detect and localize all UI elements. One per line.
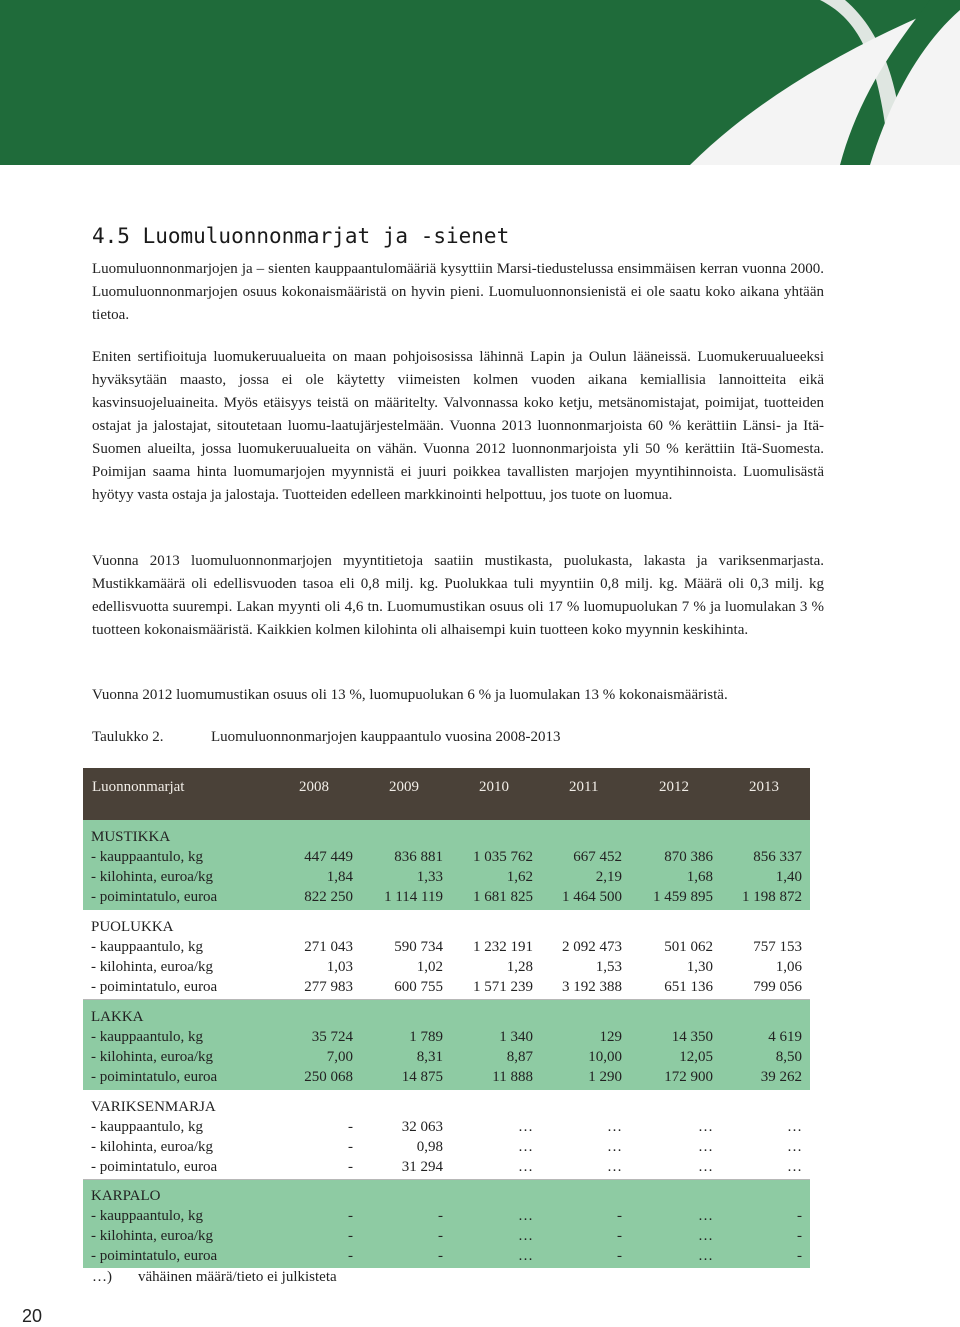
table-cell: … — [518, 1228, 533, 1244]
header-year: 2009 — [389, 779, 419, 795]
table-cell: … — [518, 1139, 533, 1155]
table-cell: … — [698, 1208, 713, 1224]
table-cell: 0,98 — [416, 1139, 443, 1155]
table-caption-title: Luomuluonnonmarjojen kauppaantulo vuosina 2008-2013 — [211, 729, 561, 745]
leaf-icon — [0, 0, 960, 165]
table-cell: 667 452 — [573, 849, 622, 865]
table-cell: 590 734 — [394, 939, 443, 955]
table-cell: 1,40 — [775, 869, 802, 885]
table-group-karpalo — [83, 1180, 810, 1268]
table-cell: - — [797, 1228, 802, 1244]
row-label: - poimintatulo, euroa — [91, 889, 218, 905]
section-heading: 4.5 Luomuluonnonmarjat ja -sienet — [92, 224, 510, 248]
table-caption-number: Taulukko 2. — [92, 729, 164, 745]
row-label: - kauppaantulo, kg — [91, 939, 204, 955]
header-year: 2011 — [569, 779, 599, 795]
table-cell: 3 192 388 — [562, 979, 622, 995]
table-cell: 10,00 — [588, 1049, 622, 1065]
row-label: - kilohinta, euroa/kg — [91, 1139, 214, 1155]
table-cell: 39 262 — [760, 1069, 802, 1085]
table-cell: … — [518, 1119, 533, 1135]
row-label: - poimintatulo, euroa — [91, 1248, 218, 1264]
table-cell: - — [617, 1208, 622, 1224]
table-cell: … — [607, 1119, 622, 1135]
table-cell: 2 092 473 — [562, 939, 622, 955]
table-cell: - — [438, 1208, 443, 1224]
table-group-lakka — [83, 1000, 810, 1090]
table-cell: 447 449 — [304, 849, 353, 865]
footnote-mark: …) — [92, 1269, 112, 1285]
row-label: - kauppaantulo, kg — [91, 1119, 204, 1135]
table-cell: … — [698, 1228, 713, 1244]
table-cell: 172 900 — [664, 1069, 713, 1085]
table-cell: 1,33 — [416, 869, 443, 885]
row-label: - kauppaantulo, kg — [91, 1029, 204, 1045]
paragraph-certified-areas: Eniten sertifioituja luomukeruualueita on maan pohjoisosissa lähinnä Lapin ja Oulun lääneissä. Luomukeruualueeksi hyväksytään maasto, jossa ei ole käytetty viimeisten kolmen vuoden aikana kemiallisia lannoitteita eikä kasvinsuojeluaineita. Myös etäisyys teistä on määritelty. Valvonnassa koko ketju, metsänomistajat, poimijat, tuotteiden ostajat ja jalostajat, sitoutetaan luomu-laatujärjestelmään. Vuonna 2013 luonnonmarjoista 60 % kerättiin Länsi- ja Itä-Suomen alueilta, jossa luomukeruualueita on vähän. Vuonna 2012 luonnonmarjoista yli 50 % kerättiin Itä-Suomesta. Poimijan saama hinta luomumarjojen myynnistä ei juuri poikkea tavallisten marjojen myyntihinnoista. Luomulisästä hyötyy vasta ostaja ja jalostaja. Tuotteiden edelleen markkinointi helpottuu, jos tuote on luomua. — [92, 349, 824, 503]
table-cell: 1,02 — [416, 959, 443, 975]
table-cell: 8,31 — [416, 1049, 443, 1065]
table-cell: 1,03 — [326, 959, 353, 975]
table-cell: - — [348, 1119, 353, 1135]
decorative-banner — [0, 0, 960, 165]
header-year: 2013 — [749, 779, 779, 795]
header-year: 2012 — [659, 779, 689, 795]
group-name: LAKKA — [91, 1009, 144, 1025]
paragraph-2013-sales: Vuonna 2013 luomuluonnonmarjojen myyntitietoja saatiin mustikasta, puolukasta, lakasta ja variksenmarjasta. Mustikkamäärä oli edellisvuoden tasoa eli 0,8 milj. kg. Puolukkaa tuli myyntiin 0,8 milj. kg. Määrä oli 0,3 milj. kg edellisvuotta suurempi. Lakan myynti oli 4,6 tn. Luomumustikan osuus oli 17 % luomupuolukan 7 % ja luomulakan 3 % tuotteen kokonaismääristä. Kaikkien kolmen kilohinta oli alhaisempi kuin tuotteen koko myynnin keskihinta. — [92, 553, 824, 638]
table-cell: 8,87 — [506, 1049, 533, 1065]
row-label: - kilohinta, euroa/kg — [91, 1228, 214, 1244]
table-cell: 277 983 — [304, 979, 353, 995]
table-cell: - — [348, 1139, 353, 1155]
table-cell: … — [518, 1159, 533, 1175]
table-cell: 4 619 — [768, 1029, 802, 1045]
table-cell: - — [797, 1208, 802, 1224]
table-cell: … — [607, 1159, 622, 1175]
table-header — [83, 768, 810, 820]
table-caption — [92, 729, 561, 746]
group-name: MUSTIKKA — [91, 829, 171, 845]
table-footnote — [92, 1269, 337, 1286]
table-cell: … — [698, 1248, 713, 1264]
table-cell: 836 881 — [394, 849, 443, 865]
table-cell: 8,50 — [775, 1049, 802, 1065]
footnote-text: vähäinen määrä/tieto ei julkisteta — [138, 1269, 337, 1285]
table-group-variksenmarja — [83, 1090, 810, 1180]
table-cell: 31 294 — [401, 1159, 443, 1175]
table-cell: 1 459 895 — [653, 889, 713, 905]
row-label: - kauppaantulo, kg — [91, 1208, 204, 1224]
table-cell: 1 571 239 — [473, 979, 533, 995]
row-label: - poimintatulo, euroa — [91, 979, 218, 995]
row-label: - poimintatulo, euroa — [91, 1159, 218, 1175]
table-cell: 600 755 — [394, 979, 443, 995]
row-label: - kilohinta, euroa/kg — [91, 869, 214, 885]
table-cell: 271 043 — [304, 939, 353, 955]
table-cell: 1 198 872 — [742, 889, 802, 905]
table-cell: - — [348, 1248, 353, 1264]
group-name: VARIKSENMARJA — [91, 1099, 216, 1115]
table-cell: 12,05 — [679, 1049, 713, 1065]
table-cell: 1,84 — [326, 869, 353, 885]
table-cell: 1 464 500 — [562, 889, 622, 905]
table-cell: 1 114 119 — [384, 889, 443, 905]
table-cell: 1 681 825 — [473, 889, 533, 905]
table-cell: 11 888 — [492, 1069, 533, 1085]
table-cell: … — [518, 1208, 533, 1224]
table-cell: 799 056 — [753, 979, 802, 995]
table-cell: 757 153 — [753, 939, 802, 955]
table-group-puolukka — [83, 910, 810, 1000]
table-cell: 1 789 — [409, 1029, 443, 1045]
table-cell: 1,30 — [686, 959, 713, 975]
table-cell: - — [348, 1228, 353, 1244]
table-cell: 14 350 — [671, 1029, 713, 1045]
table-cell: 32 063 — [401, 1119, 443, 1135]
table-cell: - — [797, 1248, 802, 1264]
row-label: - kilohinta, euroa/kg — [91, 1049, 214, 1065]
row-label: - kilohinta, euroa/kg — [91, 959, 214, 975]
table-group-mustikka — [83, 820, 810, 910]
table-cell: 822 250 — [304, 889, 353, 905]
table-cell: 1 340 — [499, 1029, 533, 1045]
table-cell: 1,68 — [686, 869, 713, 885]
table-cell: 870 386 — [664, 849, 713, 865]
table-cell: 7,00 — [326, 1049, 353, 1065]
page-number: 20 — [22, 1306, 43, 1326]
table-cell: 1 290 — [588, 1069, 622, 1085]
table-cell: … — [787, 1119, 802, 1135]
paragraph-2012-shares: Vuonna 2012 luomumustikan osuus oli 13 %, luomupuolukan 6 % ja luomulakan 13 % kokonaismääristä. — [92, 687, 728, 703]
header-year: 2008 — [299, 779, 329, 795]
row-label: - kauppaantulo, kg — [91, 849, 204, 865]
header-label: Luonnonmarjat — [92, 779, 185, 795]
table-cell: 1 232 191 — [473, 939, 533, 955]
table-cell: … — [518, 1248, 533, 1264]
table-cell: … — [698, 1139, 713, 1155]
group-name: KARPALO — [91, 1188, 161, 1204]
table-cell: 501 062 — [664, 939, 713, 955]
table-cell: 856 337 — [753, 849, 802, 865]
table-cell: 1,62 — [506, 869, 533, 885]
table-cell: - — [617, 1248, 622, 1264]
table-cell: - — [617, 1228, 622, 1244]
table-cell: … — [698, 1159, 713, 1175]
header-year: 2010 — [479, 779, 509, 795]
table-cell: 35 724 — [311, 1029, 353, 1045]
table-cell: - — [348, 1159, 353, 1175]
table-cell: - — [438, 1228, 443, 1244]
table-cell: - — [438, 1248, 443, 1264]
table-cell: 250 068 — [304, 1069, 353, 1085]
table-cell: 1,06 — [775, 959, 802, 975]
table-cell: … — [607, 1139, 622, 1155]
table-cell: 1,28 — [506, 959, 533, 975]
table-cell: … — [787, 1159, 802, 1175]
table-cell: 14 875 — [401, 1069, 443, 1085]
table-cell: 2,19 — [595, 869, 622, 885]
table-cell: 651 136 — [664, 979, 713, 995]
table-cell: … — [787, 1139, 802, 1155]
group-name: PUOLUKKA — [91, 919, 174, 935]
table-cell: - — [348, 1208, 353, 1224]
paragraph-intro: Luomuluonnonmarjojen ja – sienten kauppaantulomääriä kysyttiin Marsi-tiedustelussa ensimmäisen kerran vuonna 2000. Luomuluonnonmarjojen osuus kokonaismääristä on hyvin pieni. Luomuluonnonsienistä ei ole saatu koko aikana yhtään tietoa. — [92, 261, 824, 323]
table-cell: … — [698, 1119, 713, 1135]
table-cell: 1,53 — [595, 959, 622, 975]
row-label: - poimintatulo, euroa — [91, 1069, 218, 1085]
table-cell: 1 035 762 — [473, 849, 533, 865]
table-cell: 129 — [599, 1029, 622, 1045]
